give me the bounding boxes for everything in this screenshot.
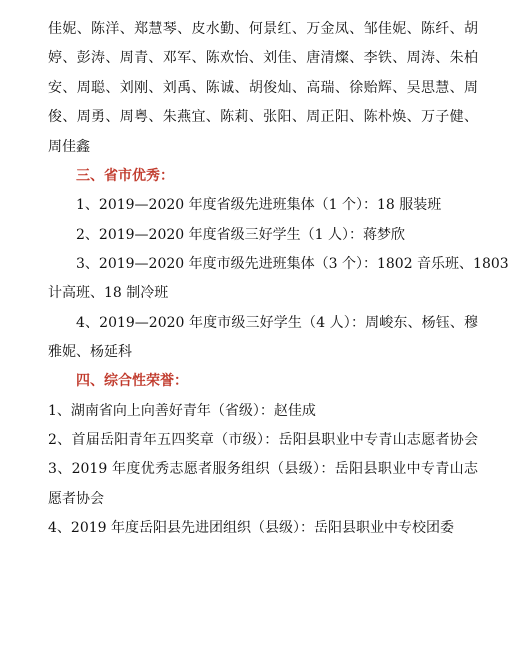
- award-item: 4、2019 年度岳阳县先进团组织（县级）：岳阳县职业中专校团委: [48, 520, 454, 536]
- award-item: 3、2019—2020 年度市级先进班集体（3 个）：1802 音乐班、1803: [76, 256, 509, 272]
- section-heading-provincial: 三、省市优秀：: [76, 168, 174, 184]
- award-item: 3、2019 年度优秀志愿者服务组织（县级）：岳阳县职业中专青山志: [48, 461, 478, 477]
- award-item: 2、首届岳阳青年五四奖章（市级）：岳阳县职业中专青山志愿者协会: [48, 432, 478, 448]
- award-item: 1、湖南省向上向善好青年（省级）：赵佳成: [48, 403, 316, 419]
- award-item: 2、2019—2020 年度省级三好学生（1 人）：蒋梦欣: [76, 227, 405, 243]
- award-item-continued: 愿者协会: [48, 491, 104, 507]
- name-list-line: 婷、彭涛、周青、邓军、陈欢怡、刘佳、唐清燦、李铁、周涛、朱柏: [48, 50, 478, 66]
- section-heading-comprehensive: 四、综合性荣誉：: [76, 373, 188, 389]
- award-item-continued: 计高班、18 制冷班: [48, 285, 169, 301]
- name-list-line: 俊、周勇、周粤、朱燕宜、陈莉、张阳、周正阳、陈朴焕、万子健、: [48, 109, 478, 125]
- name-list-line: 周佳鑫: [48, 139, 90, 155]
- award-item: 1、2019—2020 年度省级先进班集体（1 个）：18 服装班: [76, 197, 442, 213]
- name-list-line: 佳妮、陈洋、郑慧琴、皮水勤、何景红、万金凤、邹佳妮、陈纤、胡: [48, 21, 478, 37]
- award-item-continued: 雅妮、杨延科: [48, 344, 132, 360]
- name-list-line: 安、周聪、刘刚、刘禹、陈诚、胡俊灿、高瑞、徐贻辉、吴思慧、周: [48, 80, 478, 96]
- award-item: 4、2019—2020 年度市级三好学生（4 人）：周峻东、杨钰、穆: [76, 315, 478, 331]
